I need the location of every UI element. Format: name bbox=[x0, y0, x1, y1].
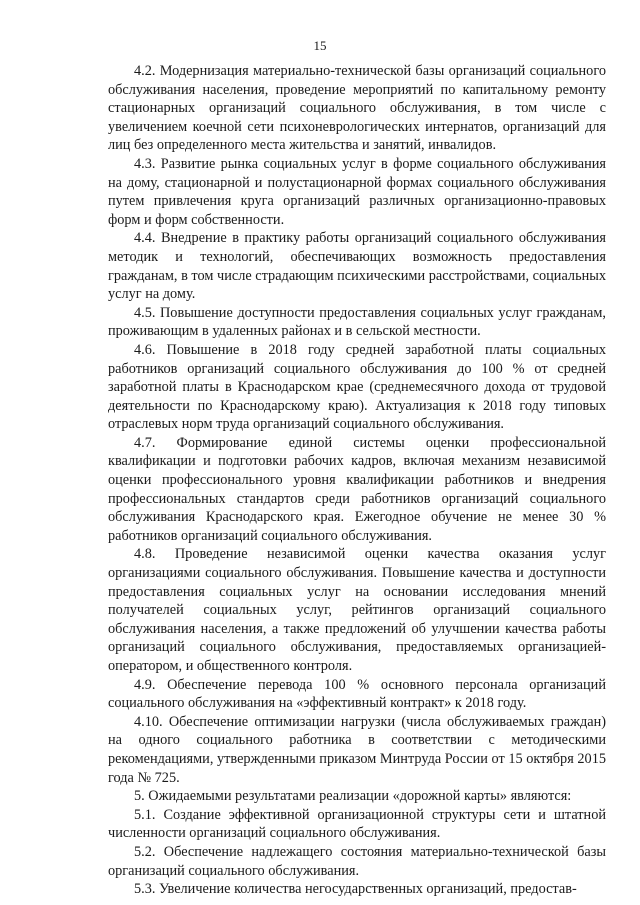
paragraph-4-8: 4.8. Проведение независимой оценки качества оказания услуг организациями социального обслуживания. Повышение качества и доступности предоставления социальных услуг на основании исследования мнений получателей социальных услуг, рейтингов организаций социального обслуживания населения, а также предложений об улучшении качества работы организаций социального обслуживания, предоставляемых организацией-оператором, и общественного контроля. bbox=[108, 546, 606, 674]
paragraph-4-3: 4.3. Развитие рынка социальных услуг в форме социального обслуживания на дому, стационарной и полустационарной формах социального обслуживания путем привлечения круга организаций различных организационно-правовых форм и форм собственности. bbox=[108, 155, 606, 228]
paragraph-5: 5. Ожидаемыми результатами реализации «дорожной карты» являются: bbox=[134, 788, 572, 805]
paragraph-4-2: 4.2. Модернизация материально-технической базы организаций социального обслуживания населения, проведение мероприятий по капитальному ремонту стационарных организаций социального обслуживания, в том числе с увеличением коечной сети психоневрологических интернатов, организаций для лиц без определенного места жительства и занятий, инвалидов. bbox=[108, 63, 606, 154]
paragraph-5-1: 5.1. Создание эффективной организационной структуры сети и штатной численности организаций социального обслуживания. bbox=[108, 806, 606, 842]
paragraph-4-6: 4.6. Повышение в 2018 году средней заработной платы социальных работников организаций социального обслуживания до 100 % от средней заработной платы в Краснодарском крае (среднемесячного дохода от трудовой деятельности по Краснодарскому краю). Актуализация к 2018 году типовых отраслевых норм труда организаций социального обслуживания. bbox=[108, 341, 606, 433]
page-number: 15 bbox=[313, 38, 327, 53]
paragraph-4-5: 4.5. Повышение доступности предоставления социальных услуг гражданам, проживающим в удаленных районах и в сельской местности. bbox=[108, 304, 606, 340]
paragraph-4-9: 4.9. Обеспечение перевода 100 % основного персонала организаций социального обслуживания на «эффективный контракт» к 2018 году. bbox=[108, 676, 606, 712]
document-body bbox=[108, 62, 606, 899]
paragraph-4-10: 4.10. Обеспечение оптимизации нагрузки (числа обслуживаемых граждан) на одного социального работника в соответствии с методическими рекомендациями, утвержденными приказом Минтруда России от 15 октября 2015 года № 725. bbox=[108, 713, 606, 786]
paragraph-4-4: 4.4. Внедрение в практику работы организаций социального обслуживания методик и технологий, обеспечивающих возможность предоставления гражданам, в том числе страдающим психическими расстройствами, социальных услуг на дому. bbox=[108, 230, 606, 303]
paragraph-5-2: 5.2. Обеспечение надлежащего состояния материально-технической базы организаций социального обслуживания. bbox=[108, 843, 606, 879]
paragraph-4-7: 4.7. Формирование единой системы оценки профессиональной квалификации и подготовки рабочих кадров, включая механизм независимой оценки профессионального уровня квалификации работников и внедрения профессиональных стандартов среди работников организаций социального обслуживания Краснодарского края. Ежегодное обучение не менее 30 % работников организаций социального обслуживания. bbox=[108, 434, 606, 544]
paragraph-5-3: 5.3. Увеличение количества негосударственных организаций, предостав- bbox=[134, 881, 577, 898]
